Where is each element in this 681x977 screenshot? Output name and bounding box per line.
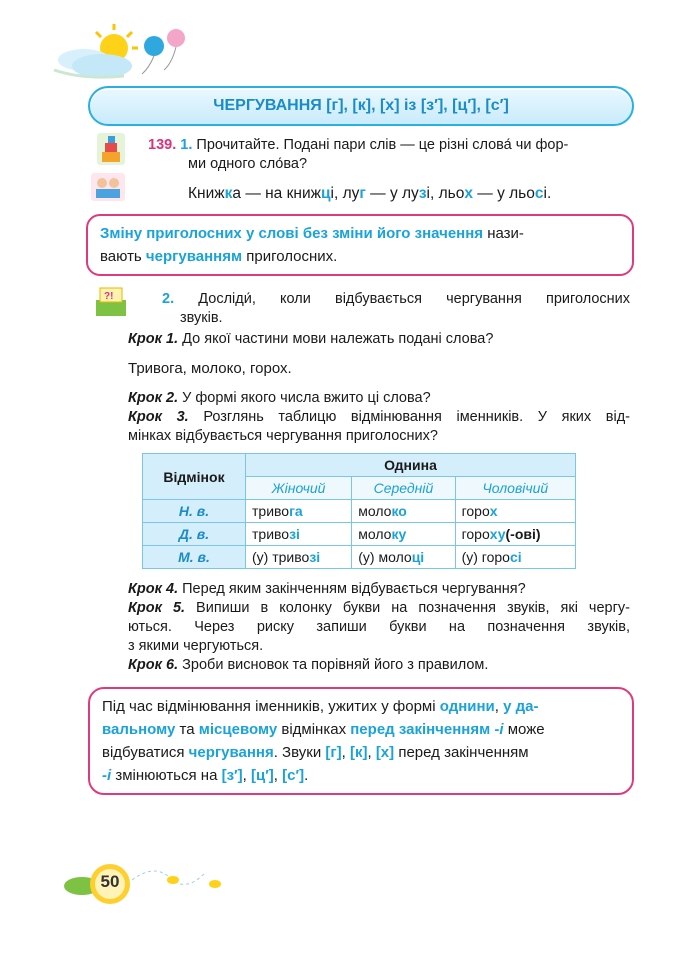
section-title: ЧЕРГУВАННЯ [г], [к], [х] із [з′], [ц′], [с′] (213, 97, 509, 114)
section-title-box (88, 86, 634, 126)
exercise-text: ми одного сло́ва? (188, 156, 308, 172)
step-1: Крок 1. До якої частини мови належать подані слова? (128, 331, 494, 347)
question-book-icon (94, 286, 130, 320)
example-pairs: Книжка — на книжці, луг — у лузі, льох — у льосі. (188, 185, 552, 202)
rule-strong: Зміну приголосних у слові без зміни його значення (100, 225, 484, 242)
rule-term: чергуванням (145, 248, 243, 265)
balloon-icon (144, 36, 164, 56)
bee-icon (167, 876, 179, 884)
children-reading-icon (90, 172, 126, 202)
page-number-decoration (60, 858, 230, 908)
balloon-icon (167, 29, 185, 47)
step-3: Крок 3. Розглянь таблицю відмінювання іменників. У яких від- (128, 409, 630, 425)
blocks-icon (96, 132, 126, 166)
exercise-text: Прочитайте. Подані пари слів — це різні слова́ чи фор- (196, 137, 569, 153)
declension-table: Відмінок Однина Жіночий Середній Чоловічий Н. в. тривога молоко горох Д. в. тривозі молоку гороху(-ові) М. в. (у) тривозі (у) молоці (у) горосі (142, 453, 576, 569)
bee-icon (209, 880, 221, 888)
conclusion-box: Під час відмінювання іменників, ужитих у формі однини, у да- вальному та місцевому відмінках перед закінченням -і може відбуватися чергування. Звуки [г], [к], [х] перед закінченням -і змінюються на [з′], [ц′], [с′]. (88, 687, 634, 795)
step-6: Крок 6. Зроби висновок та порівняй його з правилом. (128, 657, 489, 673)
sun-clouds-illustration (44, 18, 204, 88)
exercise-subnumber: 1. (180, 137, 193, 153)
step-4: Крок 4. Перед яким закінченням відбувається чергування? (128, 581, 526, 597)
table-row: Н. в. тривога молоко горох (143, 500, 576, 523)
table-row: М. в. (у) тривозі (у) молоці (у) горосі (143, 546, 576, 569)
th-case: Відмінок (143, 454, 246, 500)
page-number: 50 (100, 872, 120, 891)
words-list: Тривога, молоко, горох. (128, 360, 292, 377)
exercise-number: 139. (148, 137, 177, 153)
step-2: Крок 2. У формі якого числа вжито ці слова? (128, 390, 431, 406)
rule-box: Зміну приголосних у слові без зміни його значення нази- вають чергуванням приголосних. (86, 214, 634, 276)
table-row: Д. в. тривозі молоку гороху(-ові) (143, 523, 576, 546)
th-number: Однина (246, 454, 576, 477)
step-5: Крок 5. Випиши в колонку букви на позначення звуків, які чергу- (128, 600, 630, 616)
svg-text:?!: ?! (104, 291, 114, 302)
